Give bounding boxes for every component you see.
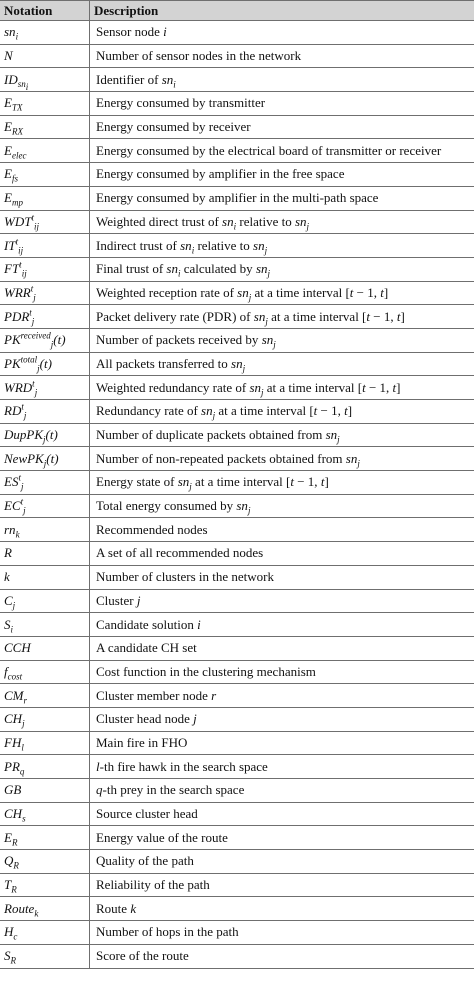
table-header-row: [0, 1, 474, 21]
table-row: [0, 494, 474, 518]
description-cell: Energy consumed by transmitter: [90, 92, 474, 116]
description-cell: All packets transferred to $sn_j$: [90, 352, 474, 376]
description-cell: Final trust of $sn_i$ calculated by $sn_j$: [90, 257, 474, 281]
table-row: [0, 779, 474, 803]
description-cell: Score of the route: [90, 944, 474, 968]
notation-cell: NewPK$_j$(t): [0, 447, 90, 471]
table-row: [0, 21, 474, 45]
table-row: [0, 281, 474, 305]
description-cell: A candidate CH set: [90, 636, 474, 660]
table-row: [0, 873, 474, 897]
description-cell: Number of hops in the path: [90, 921, 474, 945]
description-cell: Route k: [90, 897, 474, 921]
table-row: [0, 68, 474, 92]
notation-cell: $IT^t_{ij}$: [0, 234, 90, 258]
table-row: [0, 92, 474, 116]
notation-cell: $E_{fs}$: [0, 163, 90, 187]
notation-cell: $C_j$: [0, 589, 90, 613]
description-cell: Redundancy rate of $sn_j$ at a time interval [t − 1, t]: [90, 400, 474, 424]
notation-cell: $ID_{sn_i}$: [0, 68, 90, 92]
notation-cell: $FH_l$: [0, 731, 90, 755]
description-cell: Energy state of $sn_j$ at a time interval [t − 1, t]: [90, 471, 474, 495]
table-row: [0, 423, 474, 447]
description-cell: Energy consumed by amplifier in the multi-path space: [90, 186, 474, 210]
description-cell: Reliability of the path: [90, 873, 474, 897]
table-row: [0, 542, 474, 566]
table-row: [0, 707, 474, 731]
notation-cell: $PR_q$: [0, 755, 90, 779]
table-row: [0, 921, 474, 945]
table-row: [0, 234, 474, 258]
table-row: [0, 257, 474, 281]
description-cell: Weighted direct trust of $sn_i$ relative to $sn_j$: [90, 210, 474, 234]
notation-cell: $S_i$: [0, 613, 90, 637]
notation-cell: CCH: [0, 636, 90, 660]
table-row: [0, 802, 474, 826]
notation-cell: $f_{cost}$: [0, 660, 90, 684]
notation-cell: GB: [0, 779, 90, 803]
description-cell: Cost function in the clustering mechanism: [90, 660, 474, 684]
notation-cell: $E_{TX}$: [0, 92, 90, 116]
notation-cell: $T_R$: [0, 873, 90, 897]
notation-cell: $PDR^t_j$: [0, 305, 90, 329]
description-cell: Energy consumed by amplifier in the free space: [90, 163, 474, 187]
notation-cell: N: [0, 44, 90, 68]
description-cell: Packet delivery rate (PDR) of $sn_j$ at a time interval [t − 1, t]: [90, 305, 474, 329]
description-cell: Energy consumed by receiver: [90, 115, 474, 139]
table-row: [0, 755, 474, 779]
table-row: [0, 826, 474, 850]
description-cell: Indirect trust of $sn_i$ relative to $sn_j$: [90, 234, 474, 258]
table-row: [0, 471, 474, 495]
notation-cell: $CH_j$: [0, 707, 90, 731]
notation-cell: $WRR^t_j$: [0, 281, 90, 305]
table-row: [0, 613, 474, 637]
description-cell: Energy consumed by the electrical board of transmitter or receiver: [90, 139, 474, 163]
table-row: [0, 400, 474, 424]
notation-column-header: Notation: [0, 1, 90, 21]
description-cell: Total energy consumed by $sn_j$: [90, 494, 474, 518]
notation-cell: $PK^{received}_j(t)$: [0, 328, 90, 352]
notation-cell: $E_{elec}$: [0, 139, 90, 163]
description-cell: Candidate solution i: [90, 613, 474, 637]
notation-cell: $E_R$: [0, 826, 90, 850]
table-row: [0, 44, 474, 68]
description-cell: Cluster member node r: [90, 684, 474, 708]
notation-cell: DupPK$_j$(t): [0, 423, 90, 447]
table-row: [0, 305, 474, 329]
description-cell: Number of clusters in the network: [90, 565, 474, 589]
description-cell: Sensor node i: [90, 21, 474, 45]
notation-cell: k: [0, 565, 90, 589]
notation-cell: $S_R$: [0, 944, 90, 968]
description-cell: Energy value of the route: [90, 826, 474, 850]
description-cell: Recommended nodes: [90, 518, 474, 542]
description-cell: Number of duplicate packets obtained from $sn_j$: [90, 423, 474, 447]
description-cell: Weighted redundancy rate of $sn_j$ at a time interval [t − 1, t]: [90, 376, 474, 400]
table-row: [0, 589, 474, 613]
notation-cell: $FT^t_{ij}$: [0, 257, 90, 281]
table-row: [0, 186, 474, 210]
notation-cell: $H_c$: [0, 921, 90, 945]
table-row: [0, 660, 474, 684]
table-row: [0, 518, 474, 542]
table-row: [0, 376, 474, 400]
description-cell: Number of non-repeated packets obtained from $sn_j$: [90, 447, 474, 471]
table-row: [0, 447, 474, 471]
description-cell: Identifier of $sn_i$: [90, 68, 474, 92]
table-row: [0, 210, 474, 234]
notation-cell: $E_{mp}$: [0, 186, 90, 210]
description-cell: Cluster head node j: [90, 707, 474, 731]
notation-cell: $ES^t_j$: [0, 471, 90, 495]
description-cell: A set of all recommended nodes: [90, 542, 474, 566]
table-row: [0, 850, 474, 874]
table-body: [0, 21, 474, 969]
description-column-header: Description: [90, 1, 474, 21]
table-row: [0, 352, 474, 376]
description-cell: Number of sensor nodes in the network: [90, 44, 474, 68]
notation-cell: $WRD^t_j$: [0, 376, 90, 400]
table-row: [0, 565, 474, 589]
notation-cell: $CM_r$: [0, 684, 90, 708]
notation-cell: $WDT^t_{ij}$: [0, 210, 90, 234]
description-cell: l-th fire hawk in the search space: [90, 755, 474, 779]
description-cell: Number of packets received by $sn_j$: [90, 328, 474, 352]
table-row: [0, 897, 474, 921]
description-cell: Weighted reception rate of $sn_j$ at a time interval [t − 1, t]: [90, 281, 474, 305]
notation-cell: $rn_k$: [0, 518, 90, 542]
table-row: [0, 636, 474, 660]
notation-cell: Route$_k$: [0, 897, 90, 921]
table-row: [0, 163, 474, 187]
description-cell: Source cluster head: [90, 802, 474, 826]
table-row: [0, 684, 474, 708]
table-row: [0, 944, 474, 968]
description-cell: Main fire in FHO: [90, 731, 474, 755]
description-cell: Cluster j: [90, 589, 474, 613]
description-cell: Quality of the path: [90, 850, 474, 874]
notation-cell: $E_{RX}$: [0, 115, 90, 139]
table-row: [0, 328, 474, 352]
notation-cell: $EC^t_j$: [0, 494, 90, 518]
notation-cell: R: [0, 542, 90, 566]
notation-cell: $sn_i$: [0, 21, 90, 45]
notation-cell: $RD^t_j$: [0, 400, 90, 424]
notation-cell: $Q_R$: [0, 850, 90, 874]
table-row: [0, 115, 474, 139]
table-row: [0, 731, 474, 755]
table-row: [0, 139, 474, 163]
description-cell: q-th prey in the search space: [90, 779, 474, 803]
notation-cell: $CH_s$: [0, 802, 90, 826]
notation-cell: $PK^{total}_j(t)$: [0, 352, 90, 376]
